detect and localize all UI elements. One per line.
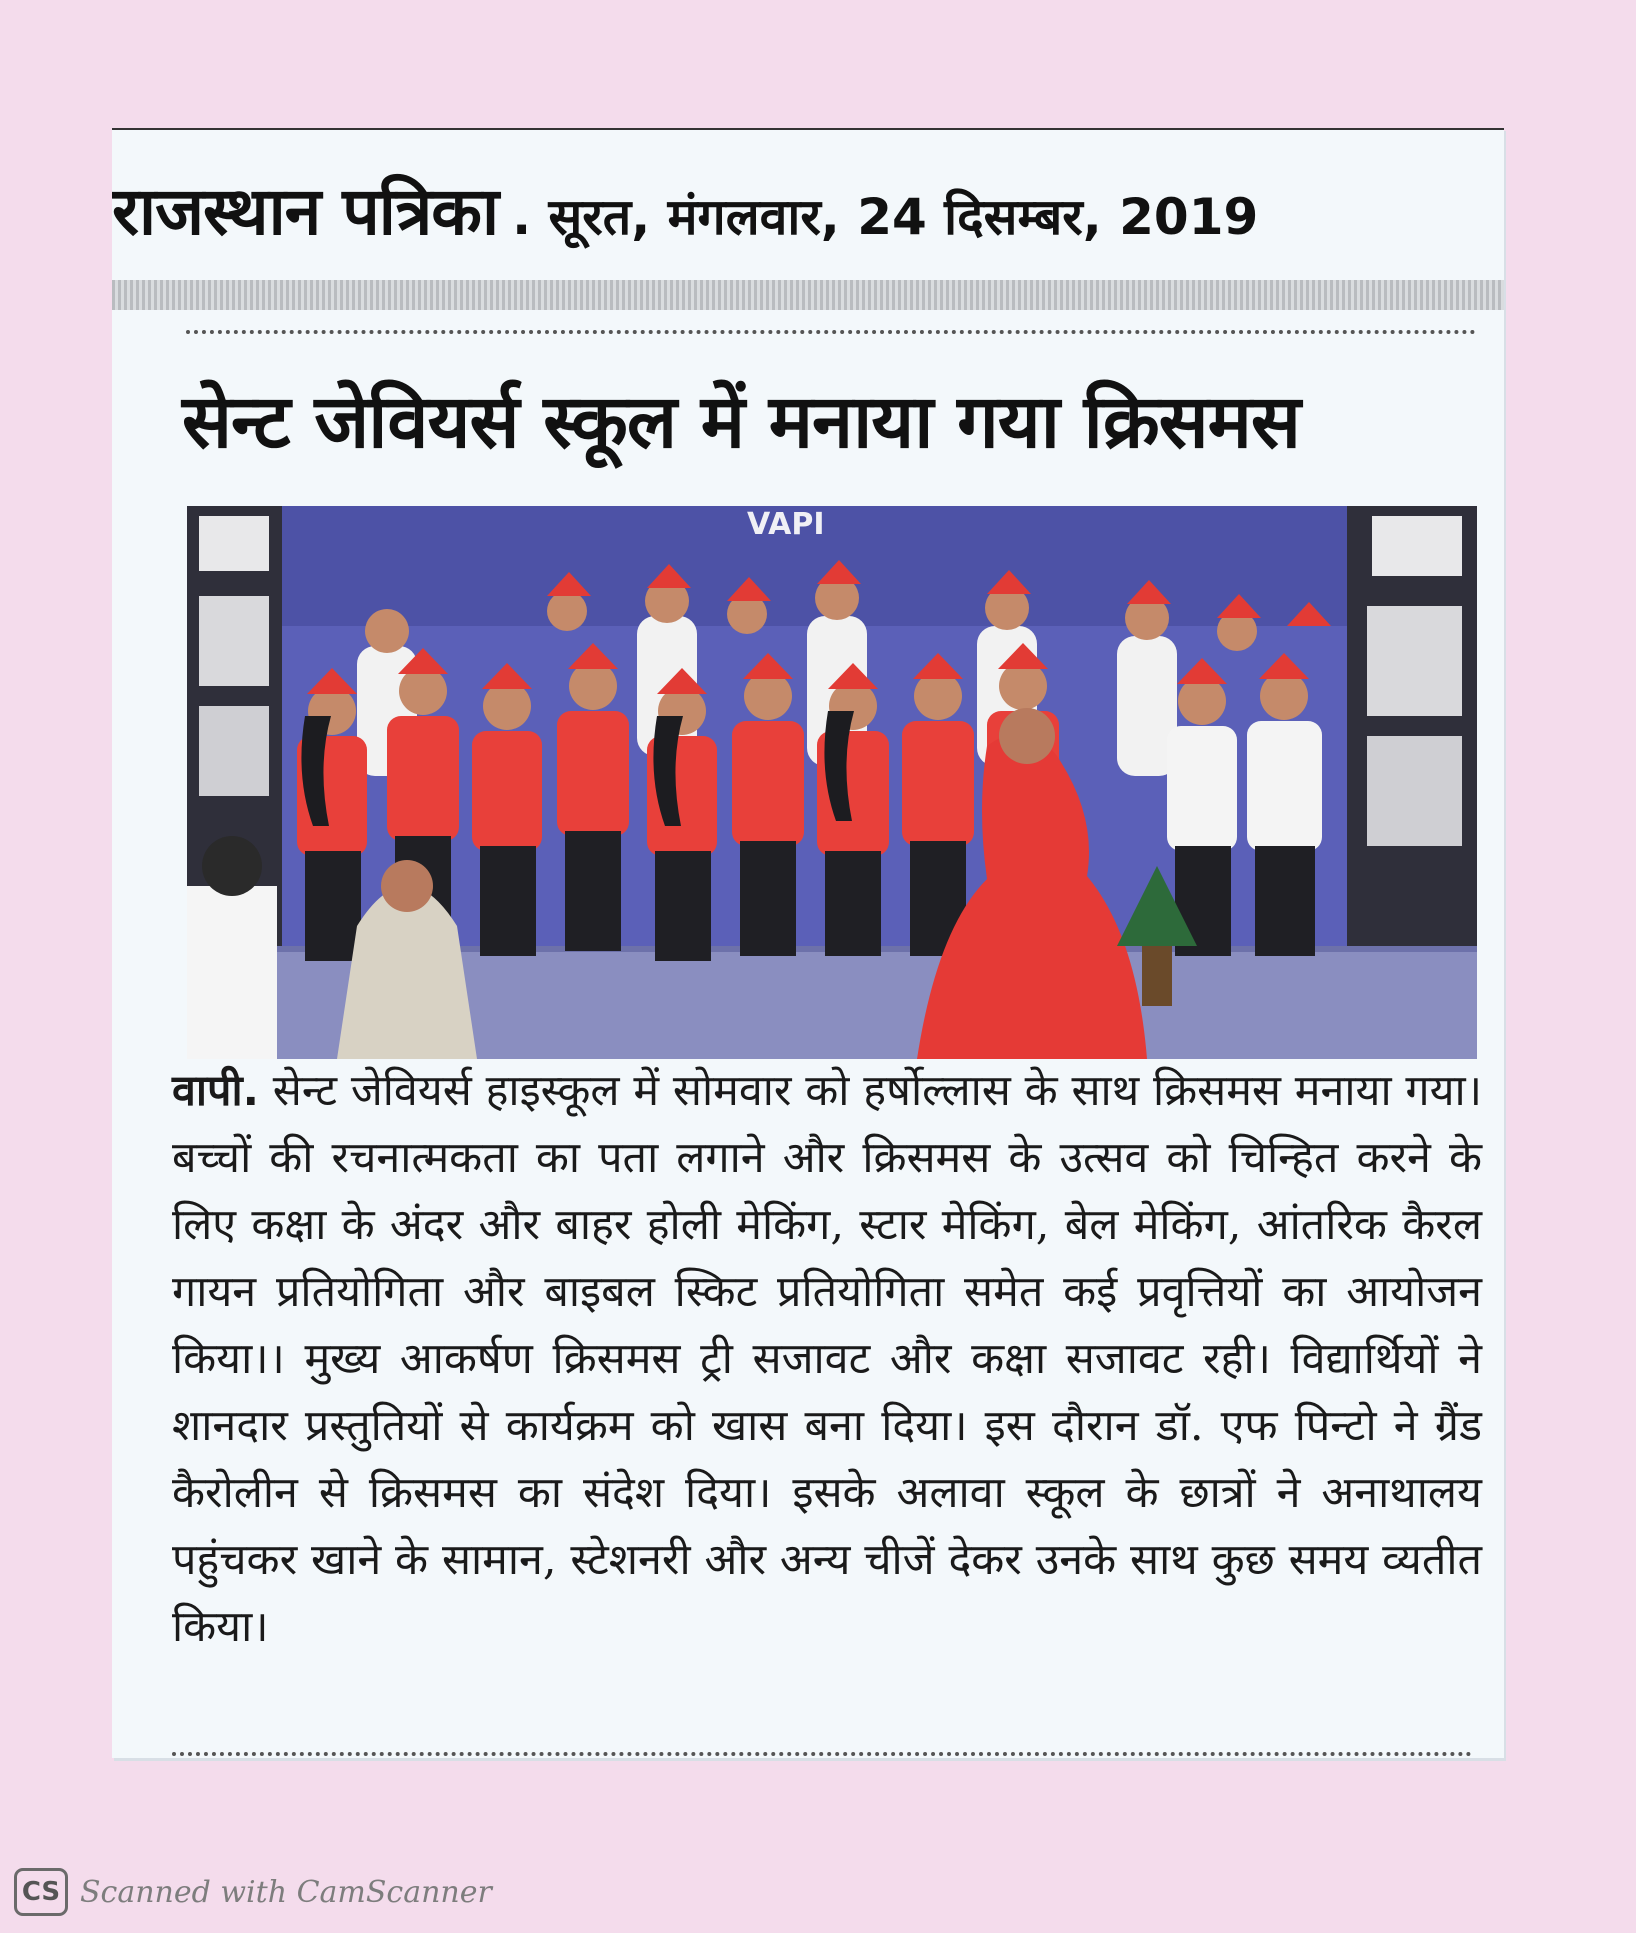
- top-rule: [112, 128, 1504, 130]
- headline: सेन्ट जेवियर्स स्कूल में मनाया गया क्रिसमस: [182, 379, 1300, 465]
- dateline: . सूरत, मंगलवार, 24 दिसम्बर, 2019: [512, 188, 1259, 246]
- article-body: [172, 1058, 1482, 1708]
- camscanner-watermark: [14, 1862, 614, 1922]
- paper-name: राजस्थान पत्रिका: [112, 172, 499, 250]
- article-place: वापी.: [172, 1066, 259, 1116]
- camscanner-text: Scanned with CamScanner: [80, 1874, 492, 1910]
- masthead-band: [112, 280, 1504, 310]
- backdrop-text: VAPI: [747, 507, 825, 542]
- newspaper-clipping: [112, 128, 1504, 1758]
- event-photo: [187, 506, 1477, 1059]
- masthead: [112, 164, 1504, 254]
- event-photo-illustration: [187, 506, 1477, 1059]
- dotted-divider-top: [186, 330, 1476, 334]
- dotted-divider-bottom: [172, 1752, 1472, 1756]
- article-text: सेन्ट जेवियर्स हाइस्कूल में सोमवार को हर्षोल्लास के साथ क्रिसमस मनाया गया। बच्चों की रचनात्मकता का पता लगाने और क्रिसमस के उत्सव को चिन्हित करने के लिए कक्षा के अंदर और बाहर होली मेकिंग, स्टार मेकिंग, बेल मेकिंग, आंतरिक कैरल गायन प्रतियोगिता और बाइबल स्किट प्रतियोगिता समेत कई प्रवृत्तियों का आयोजन किया।। मुख्य आकर्षण क्रिसमस ट्री सजावट और कक्षा सजावट रही। विद्यार्थियों ने शानदार प्रस्तुतियों से कार्यक्रम को खास बना दिया। इस दौरान डॉ. एफ पिन्टो ने ग्रैंड कैरोलीन से क्रिसमस का संदेश दिया। इसके अलावा स्कूल के छात्रों ने अनाथालय पहुंचकर खाने के सामान, स्टेशनरी और अन्य चीजें देकर उनके साथ कुछ समय व्यतीत किया।: [172, 1066, 1482, 1652]
- camscanner-logo-icon: CS: [14, 1868, 68, 1916]
